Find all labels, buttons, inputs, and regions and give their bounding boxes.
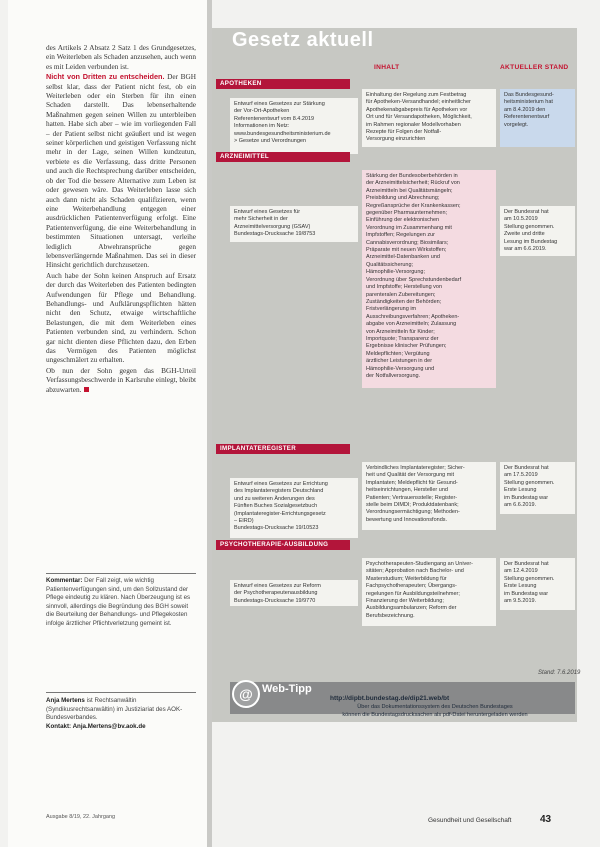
inhalt-arzneimittel: Stärkung der Bundesoberbehörden in der Arzneimittelsicherheit; Rückruf von Arzneimitteln bei Qualitätsmängeln; Preisbildung und Abrechnung; Regreßansprüche der Krankenkassen; gegenüber Pharmaunternehmen; Einführung der elektronischen Verordnung im Zusammenhang mit Impfstoffen; Regelungen zur Cannabisverordnung; Biosimilars; Präparate mit neuen Wirkstoffen; Arzneimittel-Datenbanken und Qualitätssicherung; Hämophilie-Versorgung; Verordnung über Sprechstundenbedarf und Impfstoffe; Herstellung von parenteralen Zubereitungen; Zuständigkeiten der Behörden; Fristverlängerung im Ausschreibungsverfahren; Apotheken- abgabe von Arzneimitteln; Zulassung von Arzneimitteln für Kinder; Importquote; Transparenz der Ergebnisse klinischer Prüfungen; Meldepflichten; Vergütung ärztlicher Leistungen in der Hämophilie-Versorgung und der Notfallversorgung. [362, 170, 496, 388]
highlight-heading: Nicht von Dritten zu entscheiden. [46, 72, 165, 82]
comment-text: Der Fall zeigt, wie wichtig Patientenverfügungen sind, um den Sollzustand der Pflege eindeutig zu klären. Nach Überzeugung ist es sinnvoll, allerdings die Begründung des BGH soweit die Beurteilung der Behandlungs- und Pflegekosten infolge ärztlicher Pflichtverletzung gemeint ist. [46, 577, 191, 627]
at-sign-icon: @ [232, 680, 260, 708]
magazine-name: Gesundheit und Gesellschaft [428, 817, 512, 824]
author-divider [46, 692, 196, 693]
end-square-icon [84, 387, 89, 392]
left-paragraph-2 [46, 72, 196, 270]
panel-title: Gesetz aktuell [232, 29, 374, 51]
stand-date: Stand: 7.6.2019 [538, 670, 581, 676]
author-name: Anja Mertens [46, 697, 85, 704]
category-implantateregister: IMPLANTATEREGISTER [216, 444, 350, 454]
stand-implantateregister: Der Bundesrat hat am 17.5.2019 Stellung genommen. Erste Lesung im Bundestag war am 6.6.2019. [500, 462, 575, 514]
column-header-inhalt: INHALT [374, 64, 400, 71]
vorhaben-implantateregister: Entwurf eines Gesetzes zur Errichtung des Implantateregisters Deutschland und zu weiteren Änderungen des Fünften Buches Sozialgesetzbuch (Implantateregister-Errichtungsgesetz – EIRD) Bundestags-Drucksache 19/10523 [230, 478, 358, 538]
author-block [46, 697, 196, 731]
left-article-text [46, 43, 196, 395]
category-apotheken: APOTHEKEN [216, 79, 350, 89]
web-tipp-desc-1: Über das Dokumentationssystem des Deutschen Bundestages [357, 704, 513, 710]
comment-label: Kommentar: [46, 577, 83, 584]
left-paragraph-3: Auch habe der Sohn keinen Anspruch auf Ersatz der durch das Weiterleben des Patienten bedingten Aufwendungen für Pflege und Behandlung. Behandlungs- und Aufklärungspflichten hätten nicht den Schutz, etwaige wirtschaftliche Belastungen, die mit dem Weiterleben eines Patienten verbunden sind, zu verhindern. Schon gar nicht dienten diese Pflichten dazu, den Erben das Vermögen des Patienten möglichst ungeschmälert zu erhalten. [46, 270, 196, 365]
web-tipp-desc-2: können die Bundestagsdrucksachen als pdf-Datei heruntergeladen werden [342, 712, 528, 718]
page-number: 43 [540, 814, 552, 825]
highlight-rest: Der [164, 72, 179, 82]
stand-psychotherapie: Der Bundesrat hat am 12.4.2019 Stellung genommen. Erste Lesung im Bundestag war am 9.5.2019. [500, 558, 575, 610]
stand-apotheken: Das Bundesgesund- heitsministerium hat am 8.4.2019 den Referentenentwurf vorgelegt. [500, 89, 575, 147]
web-tipp-title: Web-Tipp [262, 683, 312, 695]
inhalt-psychotherapie: Psychotherapeuten-Studiengang an Univer- sitäten; Approbation nach Bachelor- und Masterstudium; Weiterbildung für Fachpsychotherapeuten; Übergangs- regelungen für Ausbildungsteilnehmer; Finanzierung der Weiterbildung; Ausbildungsambulanzen; Reform der Berufsbezeichnung. [362, 558, 496, 626]
category-psychotherapie: PSYCHOTHERAPIE-AUSBILDUNG [216, 540, 350, 550]
issue-footer: Ausgabe 8/19, 22. Jahrgang [46, 814, 116, 820]
vorhaben-apotheken: Entwurf eines Gesetzes zur Stärkung der Vor-Ort-Apotheken Referentenentwurf vom 8.4.2019 Informationen im Netz: www.bundesgesundheitsministerium.de > Gesetze und Verordnungen [230, 98, 358, 154]
inhalt-apotheken: Einhaltung der Regelung zum Festbetrag für Apotheken-Versandhandel; einheitlicher Apothekenabgabepreis für Apotheken vor Ort und für Versandapotheken, Möglichkeit, im Rahmen regionaler Modellvorhaben Rezepte für Folgen der Notfall- Versorgung einzurichten [362, 89, 496, 147]
comment-divider [46, 573, 196, 574]
stand-arzneimittel: Der Bundesrat hat am 10.5.2019 Stellung genommen. Zweite und dritte Lesung im Bundestag war am 6.6.2019. [500, 206, 575, 256]
web-tipp-url[interactable]: http://dipbt.bundestag.de/dip21.web/bt [330, 695, 450, 702]
comment-block [46, 577, 196, 629]
author-role: ist Rechtsanwältin (Syndikusrechtsanwältin) im Justiziariat des AOK-Bundesverbandes. [46, 697, 183, 722]
left-paragraph-2-body: BGH selbst klar, dass der Patient nicht fest, ob ein Weiterleben oder ein Sterben für ihn einen Schaden darstellt. Das lebenserhaltende Maßnahmen gegen seinen Willen zu unterbleiben hatten. Habe sich aber – wie im vorliegenden Fall – der Patient selbst nicht geäußert und ist wegen seiner körperlichen und geistigen Verfassung nicht mehr in der Lage, seinen Willen kundzutun, verbiete es die Verfassung, dass dritte Personen und auch die Rechtsprechung darüber entscheiden, ob der Tod die bessere Alternative zum Leben ist oder gewesen wäre. Das Weiterleben lasse sich auch dann nicht als Schaden qualifizieren, wenn eine Weiterbehandlung entgegen einer ausdrücklichen Patientenverfügung erfolgt. Eine Patientenverfügung, die eine Weiterbehandlung in bestimmten Situationen untersagt, verleihe lediglich Abwehransprüche gegen lebensverlängernde Maßnahmen. Das sei in dieser Hinsicht gerichtlich durchzusetzen. [46, 72, 197, 270]
inhalt-implantateregister: Verbindliches Implantateregister; Sicher- heit und Qualität der Versorgung mit Implantaten; Meldepflicht für Gesund- heitseinrichtungen, Hersteller und Patienten; Vertrauensstelle; Register- stelle beim DIMDI; Produktdatenbank; Verordnungsermächtigung; Methoden- bewertung und Innovationsfonds. [362, 462, 496, 530]
vorhaben-psychotherapie: Entwurf eines Gesetzes zur Reform der Psychotherapeutenausbildung Bundestags-Drucksache 19/9770 [230, 580, 358, 606]
left-paragraph-4 [46, 366, 196, 394]
author-contact: Kontakt: Anja.Mertens@bv.aok.de [46, 722, 146, 730]
vorhaben-arzneimittel: Entwurf eines Gesetzes für mehr Sicherheit in der Arzneimittelversorgung (GSAV) Bundestags-Drucksache 19/8753 [230, 206, 358, 242]
category-arzneimittel: ARZNEIMITTEL [216, 152, 350, 162]
left-paragraph-4-body: Ob nun der Sohn gegen das BGH-Urteil Verfassungsbeschwerde in Karlsruhe einlegt, bleibt abzuwarten. [46, 365, 196, 394]
left-paragraph-1: des Artikels 2 Absatz 2 Satz 1 des Grundgesetzes, ein Weiterleben als Schaden anzusehen, auch wenn es mit Leiden verbunden ist. [46, 43, 196, 71]
column-header-stand: AKTUELLER STAND [500, 64, 569, 71]
